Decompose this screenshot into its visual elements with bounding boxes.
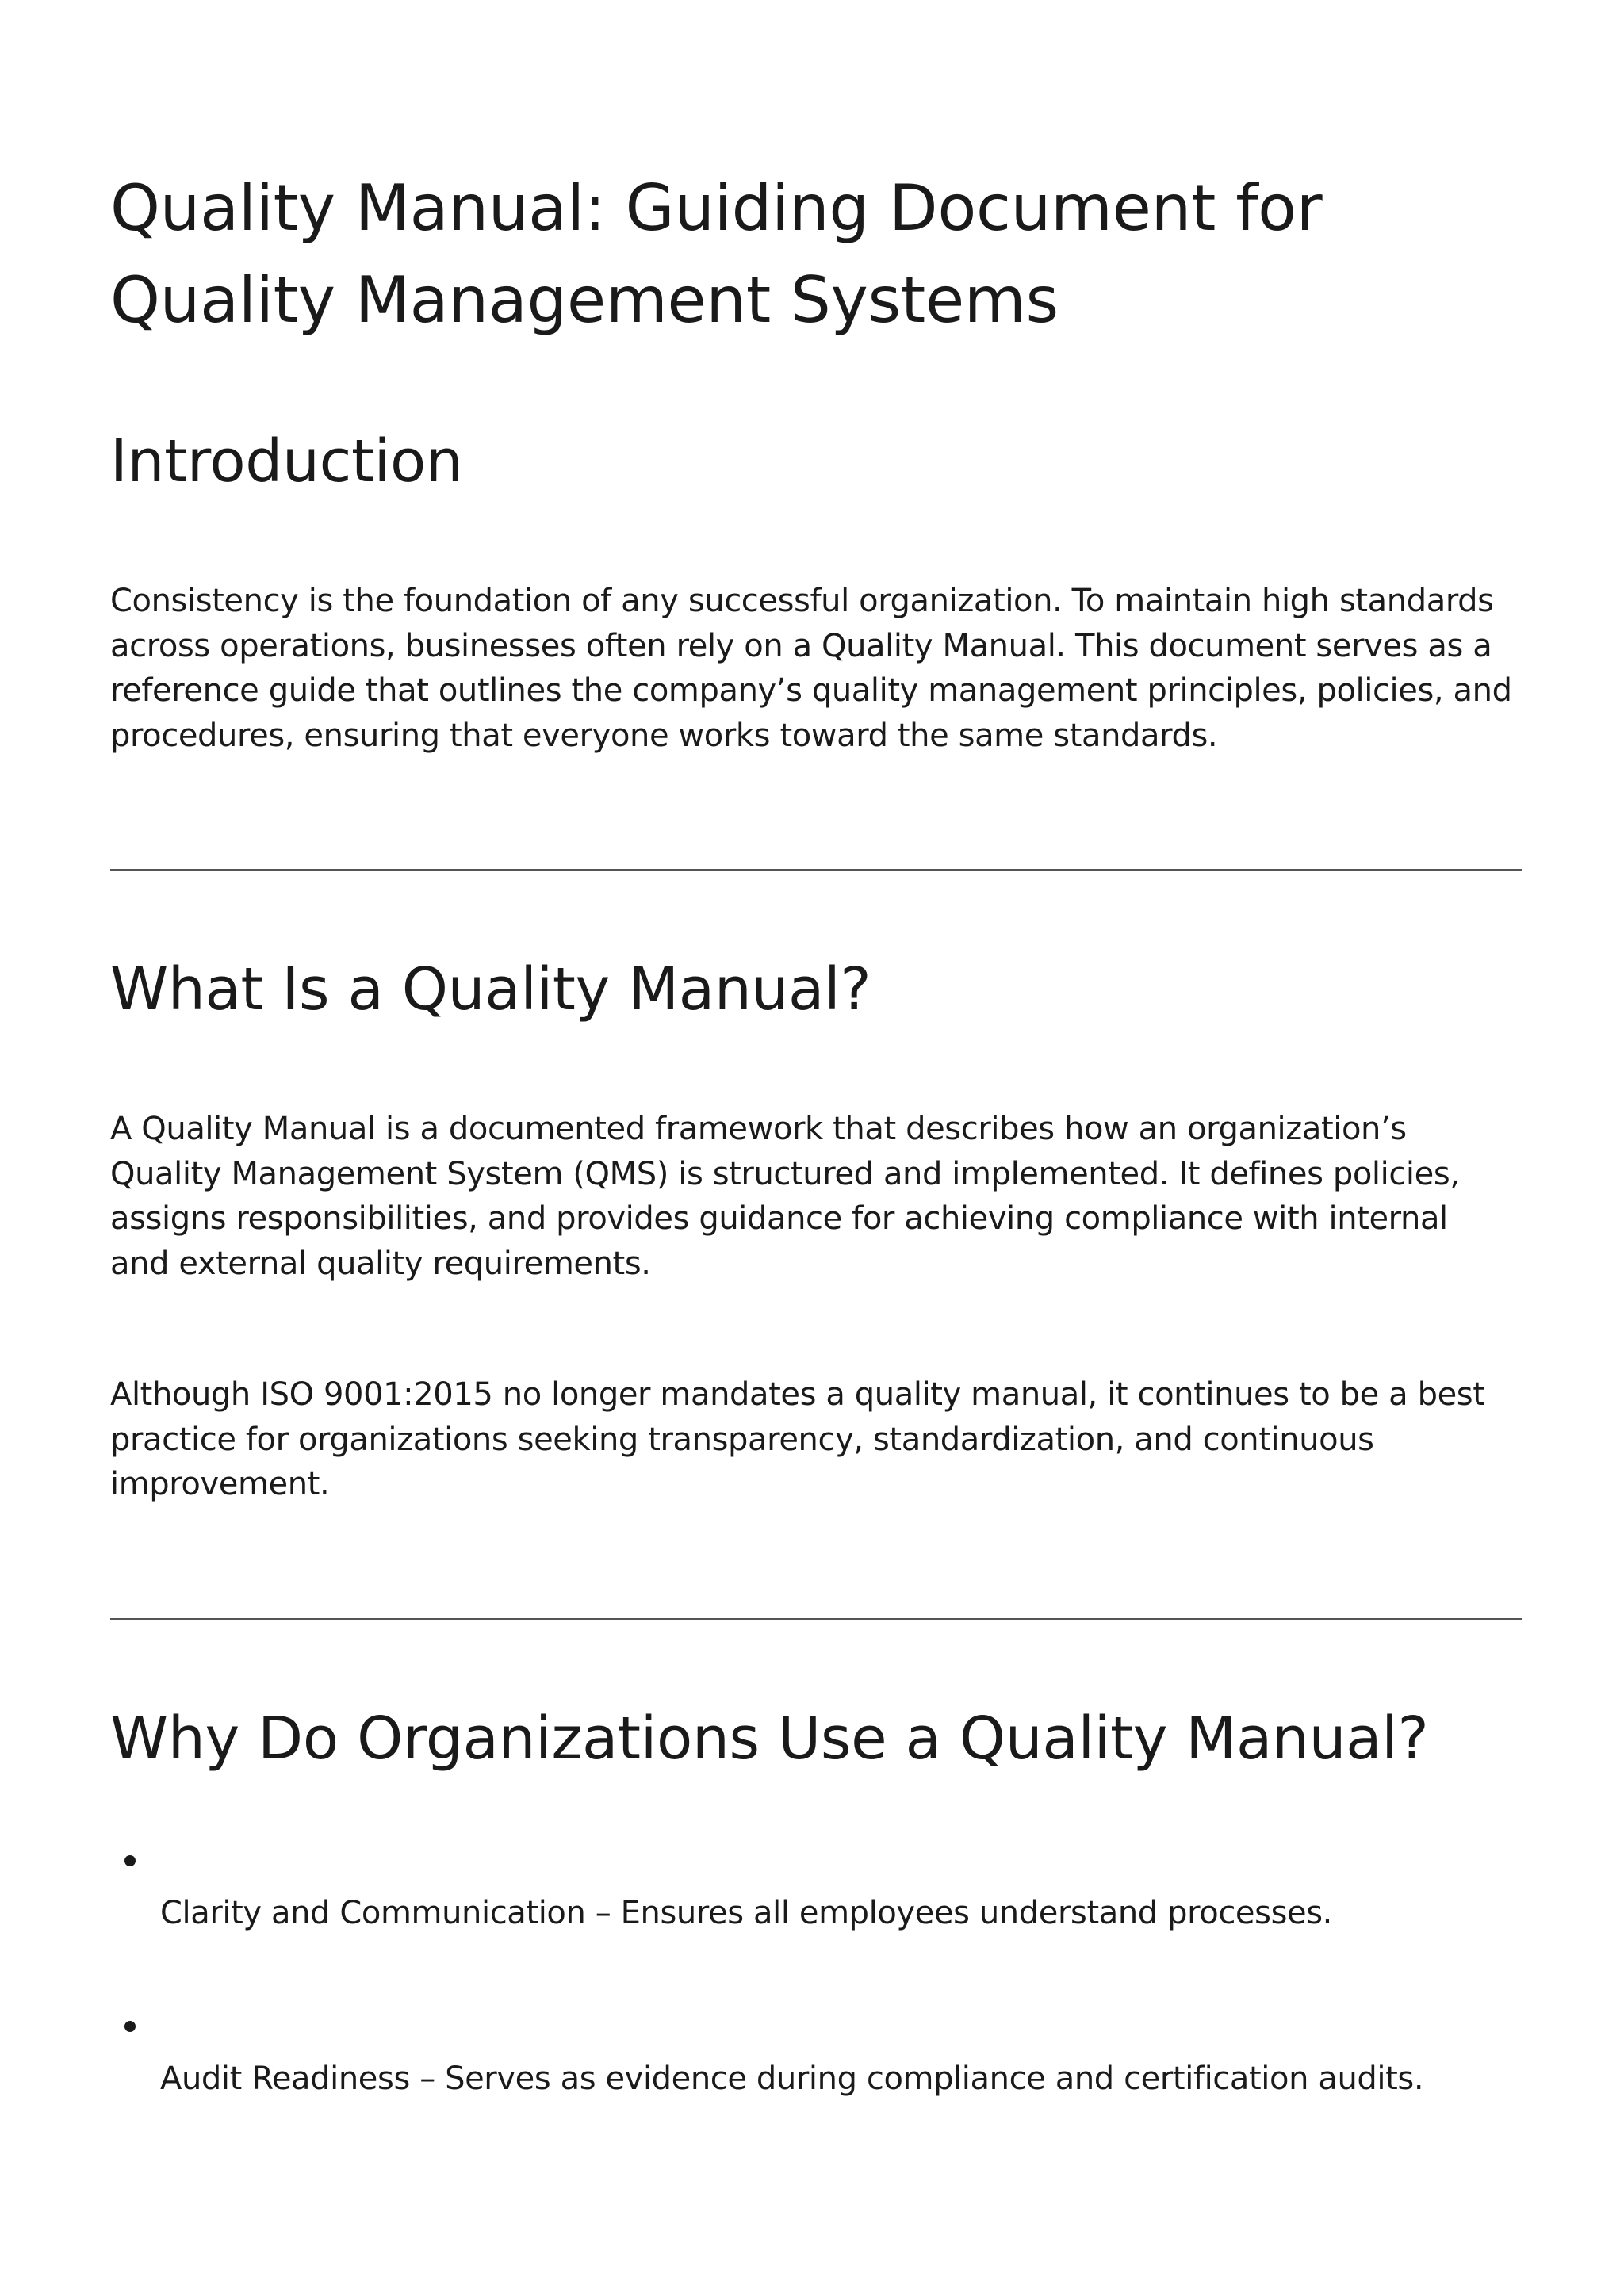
document-title: Quality Manual: Guiding Document for Quality Management Systems (110, 171, 1323, 337)
section-heading-what-is: What Is a Quality Manual? (110, 955, 871, 1024)
section-heading-introduction: Introduction (110, 427, 463, 496)
list-item (110, 2021, 1515, 2102)
reason-list (110, 1855, 1515, 2102)
bullet-icon (124, 1855, 136, 1866)
list-item-text: Clarity and Communication – Ensures all employees understand processes. (160, 1894, 1332, 1931)
bullet-icon (124, 2021, 136, 2032)
section-heading-why-use: Why Do Organizations Use a Quality Manual? (110, 1704, 1429, 1773)
section-divider (110, 1618, 1522, 1620)
what-is-paragraph-2: Although ISO 9001:2015 no longer mandates a quality manual, it continues to be a best practice for organizations seeking transparency, standardization, and continuous improvement. (110, 1376, 1485, 1502)
introduction-paragraph: Consistency is the foundation of any successful organization. To maintain high standards across operations, businesses often rely on a Quality Manual. This document serves as a reference guide that outlines the company’s quality management principles, policies, and procedures, ensuring that everyone works toward the same standards. (110, 583, 1512, 754)
list-item (110, 1855, 1515, 1936)
list-item-text: Audit Readiness – Serves as evidence during compliance and certification audits. (160, 2061, 1424, 2097)
what-is-paragraph-1: A Quality Manual is a documented framework that describes how an organization’s Quality Management System (QMS) is structured and implemented. It defines policies, assigns responsibilities, and provides guidance for achieving compliance with internal and external quality requirements. (110, 1111, 1460, 1282)
section-divider (110, 869, 1522, 871)
